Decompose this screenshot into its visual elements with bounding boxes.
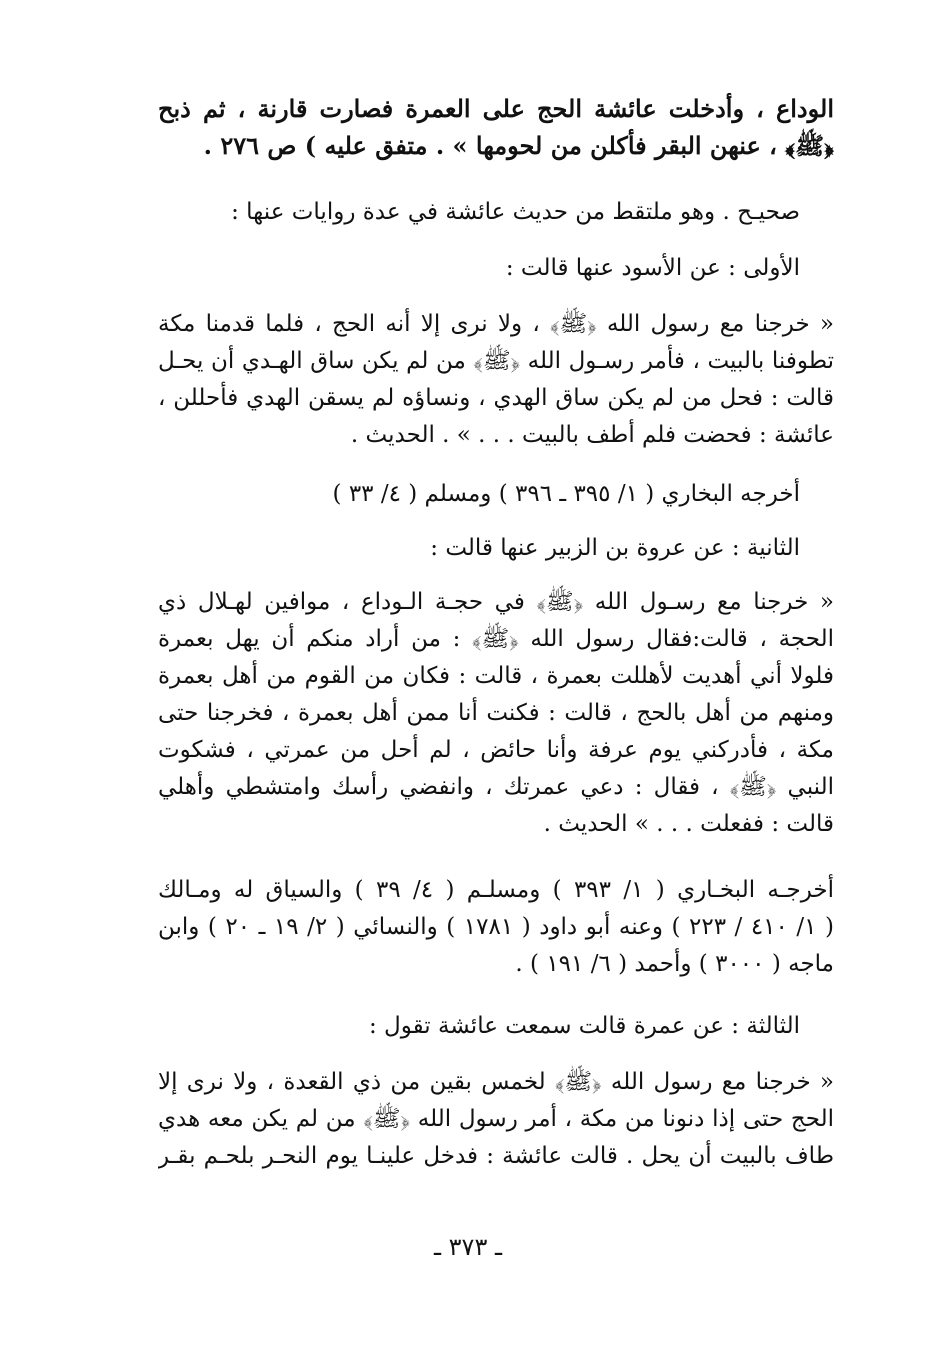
- text-line: الثالثة : عن عمرة قالت سمعت عائشة تقول :: [368, 1013, 800, 1039]
- text-line: النبي ﴿ﷺ﴾ ، فقال : دعي عمرتك ، وانفضي رأسك وامتشطي وأهلي: [158, 774, 834, 800]
- text-line: الوداع ، وأدخلت عائشة الحج على العمرة فصارت قارنة ، ثم ذبح: [158, 94, 834, 123]
- text-line: تطوفنا بالبيت ، فأمر رسـول الله ﴿ﷺ﴾ من لم يكن ساق الهـدي أن يحـل: [158, 348, 834, 374]
- text-line: « خرجنا مع رسـول الله ﴿ﷺ﴾ في حجـة الـوداع ، موافين لهـلال ذي: [158, 589, 834, 615]
- text-line: الحج حتى إذا دنونا من مكة ، أمر رسول الله ﴿ﷺ﴾ من لم يكن معه هدي: [158, 1106, 834, 1132]
- paragraph-second-narration-heading: [158, 530, 834, 567]
- text-line: ( ١/ ٤١٠ / ٢٢٣ ) وعنه أبو داود ( ١٧٨١ ) والنسائي ( ٢/ ١٩ ـ ٢٠ ) وابن: [158, 914, 834, 940]
- text-line: أخرجه البخاري ( ١/ ٣٩٥ ـ ٣٩٦ ) ومسلم ( ٤/ ٣٣ ): [332, 481, 800, 507]
- text-line: قالت : فحل من لم يكن ساق الهدي ، ونساؤه لم يسقن الهدي فأحللن ،: [158, 385, 834, 411]
- text-line: الثانية : عن عروة بن الزبير عنها قالت :: [430, 535, 800, 561]
- paragraph-third-narration-heading: [158, 1008, 834, 1045]
- page-number: ـ ٣٧٣ ـ: [433, 1233, 502, 1261]
- paragraph-first-takhrij: [158, 476, 834, 513]
- text-line: صحيـح . وهو ملتقط من حديث عائشة في عدة روايات عنها :: [231, 199, 800, 225]
- text-line: الأولى : عن الأسود عنها قالت :: [505, 255, 800, 281]
- text-line: فلولا أني أهديت لأهللت بعمرة ، قالت : فكان من القوم من أهل بعمرة: [158, 663, 834, 689]
- paragraph-second-narration-text: [158, 584, 834, 843]
- text-line: « خرجنا مع رسول الله ﴿ﷺ﴾ لخمس بقين من ذي القعدة ، ولا نرى إلا: [158, 1069, 834, 1095]
- paragraph-first-narration-heading: [158, 250, 834, 287]
- paragraph-first-narration-text: [158, 306, 834, 454]
- paragraph-sahih-note: [158, 194, 834, 231]
- text-line: ومنهم من أهل بالحج ، قالت : فكنت أنا ممن أهل بعمرة ، فخرجنا حتى: [158, 700, 834, 726]
- text-line: قالت : ففعلت . . . » الحديث .: [543, 811, 834, 837]
- text-line: ﴿ﷺ﴾ ، عنهن البقر فأكلن من لحومها » . متفق عليه ) ص ٢٧٦ .: [203, 131, 834, 160]
- paragraph-hadith-continuation: [158, 90, 834, 164]
- text-line: أخرجـه البخـاري ( ١/ ٣٩٣ ) ومسلـم ( ٤/ ٣٩ ) والسياق له ومـالك: [158, 877, 834, 903]
- text-line: طاف بالبيت أن يحل . قالت عائشة : فدخل علينـا يوم النحـر بلحـم بقـر: [158, 1143, 834, 1169]
- text-line: الحجة ، قالت:فقال رسول الله ﴿ﷺ﴾ : من أراد منكم أن يهل بعمرة: [158, 626, 834, 652]
- text-line: مكة ، فأدركني يوم عرفة وأنا حائض ، لم أحل من عمرتي ، فشكوت: [158, 737, 834, 763]
- paragraph-third-narration-text: [158, 1064, 834, 1175]
- text-line: « خرجنا مع رسول الله ﴿ﷺ﴾ ، ولا نرى إلا أنه الحج ، فلما قدمنا مكة: [158, 311, 834, 337]
- paragraph-second-takhrij: [158, 872, 834, 983]
- text-line: ماجه ( ٣٠٠٠ ) وأحمد ( ٦/ ١٩١ ) .: [515, 951, 834, 977]
- text-line: عائشة : فحضت فلم أطف بالبيت . . . » . الحديث .: [350, 422, 834, 448]
